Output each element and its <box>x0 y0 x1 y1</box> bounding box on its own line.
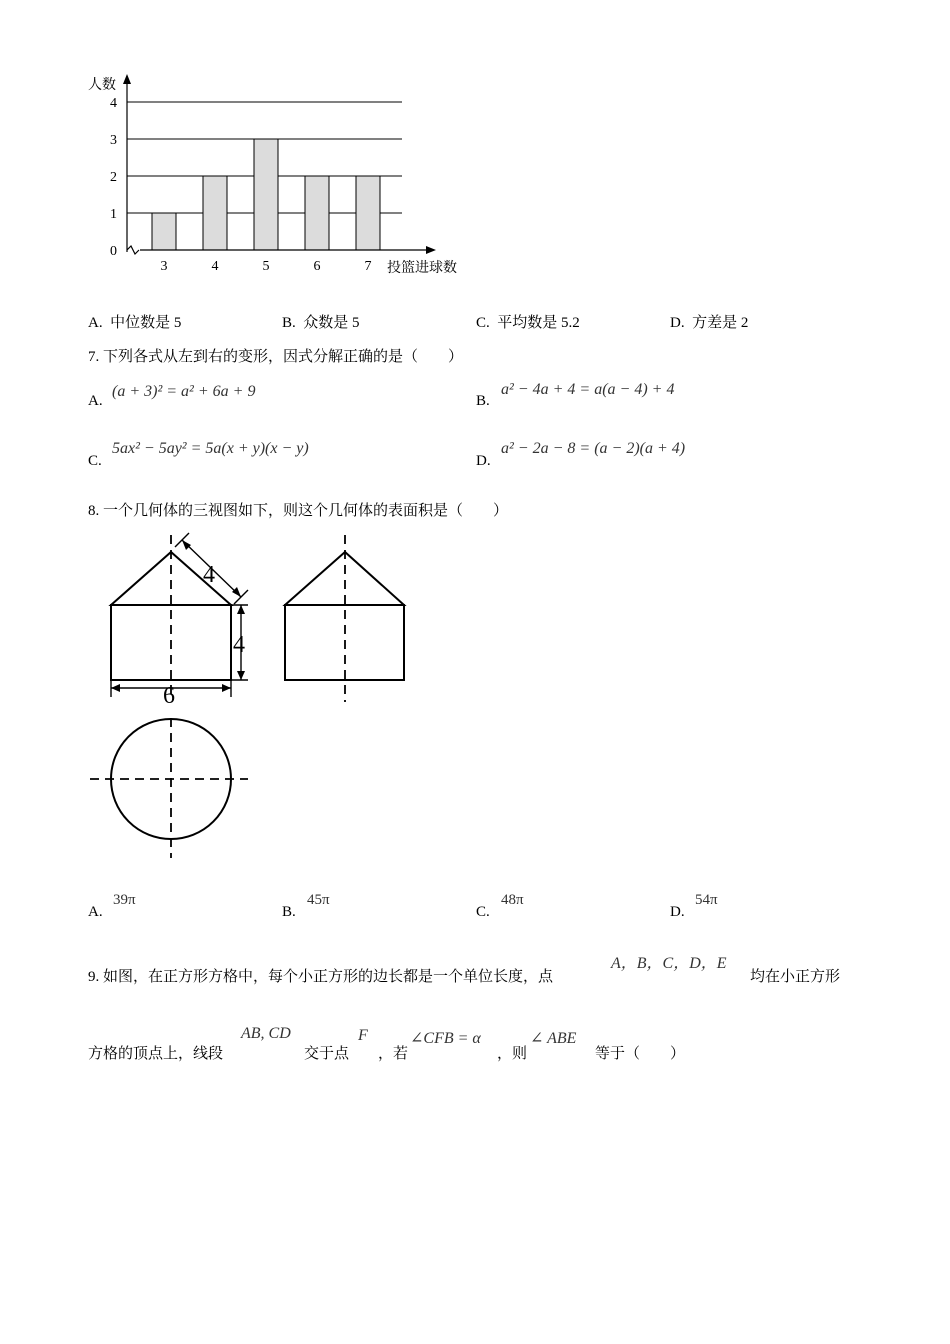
q9-angle-abe: ∠ ABE <box>530 1030 577 1047</box>
q6-option-c-text: 平均数是 5.2 <box>497 315 580 331</box>
q8-option-d-value: 54π <box>695 892 718 908</box>
q9-points: A，B，C，D，E <box>611 955 727 972</box>
front-view <box>111 533 248 700</box>
dim-slant-label: 4 <box>203 562 215 588</box>
y-tick-label: 4 <box>110 96 117 111</box>
q9-line1-text-b: 均在小正方形 <box>750 969 841 985</box>
x-tick-label: 3 <box>160 259 168 274</box>
q7-option-d-expr: a² − 2a − 8 = (a − 2)(a + 4) <box>501 440 686 457</box>
q9-line2-text-c: ，若 <box>378 1046 409 1062</box>
q9-angle-cfb: ∠CFB = α <box>410 1030 481 1047</box>
q7-option-c-expr: 5ax² − 5ay² = 5a(x + y)(x − y) <box>112 440 309 457</box>
dimension-arrows <box>111 540 245 692</box>
y-tick-label: 3 <box>110 133 117 148</box>
q6-option-b-label: B. <box>282 315 296 331</box>
q9-segments: AB, CD <box>241 1025 291 1042</box>
q7-option-a-label[interactable]: A. <box>88 393 103 409</box>
x-tick-label: 4 <box>211 259 219 274</box>
chart-y-label: 人数 <box>88 78 116 93</box>
q8-option-a-value: 39π <box>113 892 136 908</box>
q7-option-b-label[interactable]: B. <box>476 393 490 409</box>
q6-option-a-text: 中位数是 5 <box>110 315 182 331</box>
side-view <box>285 535 404 702</box>
q6-option-a-label: A. <box>88 315 103 331</box>
q8-option-c-label[interactable]: C. <box>476 904 490 920</box>
q8-option-b-label[interactable]: B. <box>282 904 296 920</box>
x-tick-label: 6 <box>313 259 321 274</box>
q8-option-a-label[interactable]: A. <box>88 904 103 920</box>
q9-line2-text-d: ，则 <box>497 1046 528 1062</box>
q8-stem: 8. 一个几何体的三视图如下，则这个几何体的表面积是（ ） <box>88 503 509 519</box>
q9-line2-text-e: 等于（ ） <box>595 1046 686 1062</box>
q9-line2-text-b: 交于点 <box>304 1046 350 1062</box>
q6-option-c-label: C. <box>476 315 490 331</box>
q9-point-f: F <box>358 1027 368 1044</box>
chart-x-label: 投篮进球数 <box>387 261 457 276</box>
q9-line1-text-a: 9. 如图，在正方形方格中，每个小正方形的边长都是一个单位长度，点 <box>88 969 554 985</box>
q8-option-d-label[interactable]: D. <box>670 904 685 920</box>
q6-option-b-text: 众数是 5 <box>303 315 360 331</box>
q7-option-c-label[interactable]: C. <box>88 453 102 469</box>
y-tick-label: 2 <box>110 170 117 185</box>
q7-stem: 7. 下列各式从左到右的变形，因式分解正确的是（ ） <box>88 349 464 365</box>
x-tick-label: 7 <box>364 259 372 274</box>
dim-height-label: 4 <box>233 632 245 658</box>
top-view <box>90 718 248 858</box>
q7-option-b-expr: a² − 4a + 4 = a(a − 4) + 4 <box>501 381 675 398</box>
q8-option-c-value: 48π <box>501 892 524 908</box>
q6-option-d-text: 方差是 2 <box>692 315 749 331</box>
q8-option-b-value: 45π <box>307 892 330 908</box>
y-tick-label: 0 <box>110 244 117 259</box>
q7-option-a-expr: (a + 3)² = a² + 6a + 9 <box>112 383 256 400</box>
q9-line2-text-a: 方格的顶点上，线段 <box>88 1046 224 1062</box>
y-tick-label: 1 <box>110 207 117 222</box>
x-tick-label: 5 <box>262 259 270 274</box>
q7-option-d-label[interactable]: D. <box>476 453 491 469</box>
dim-width-label: 6 <box>163 683 175 709</box>
q6-option-d-label: D. <box>670 315 685 331</box>
